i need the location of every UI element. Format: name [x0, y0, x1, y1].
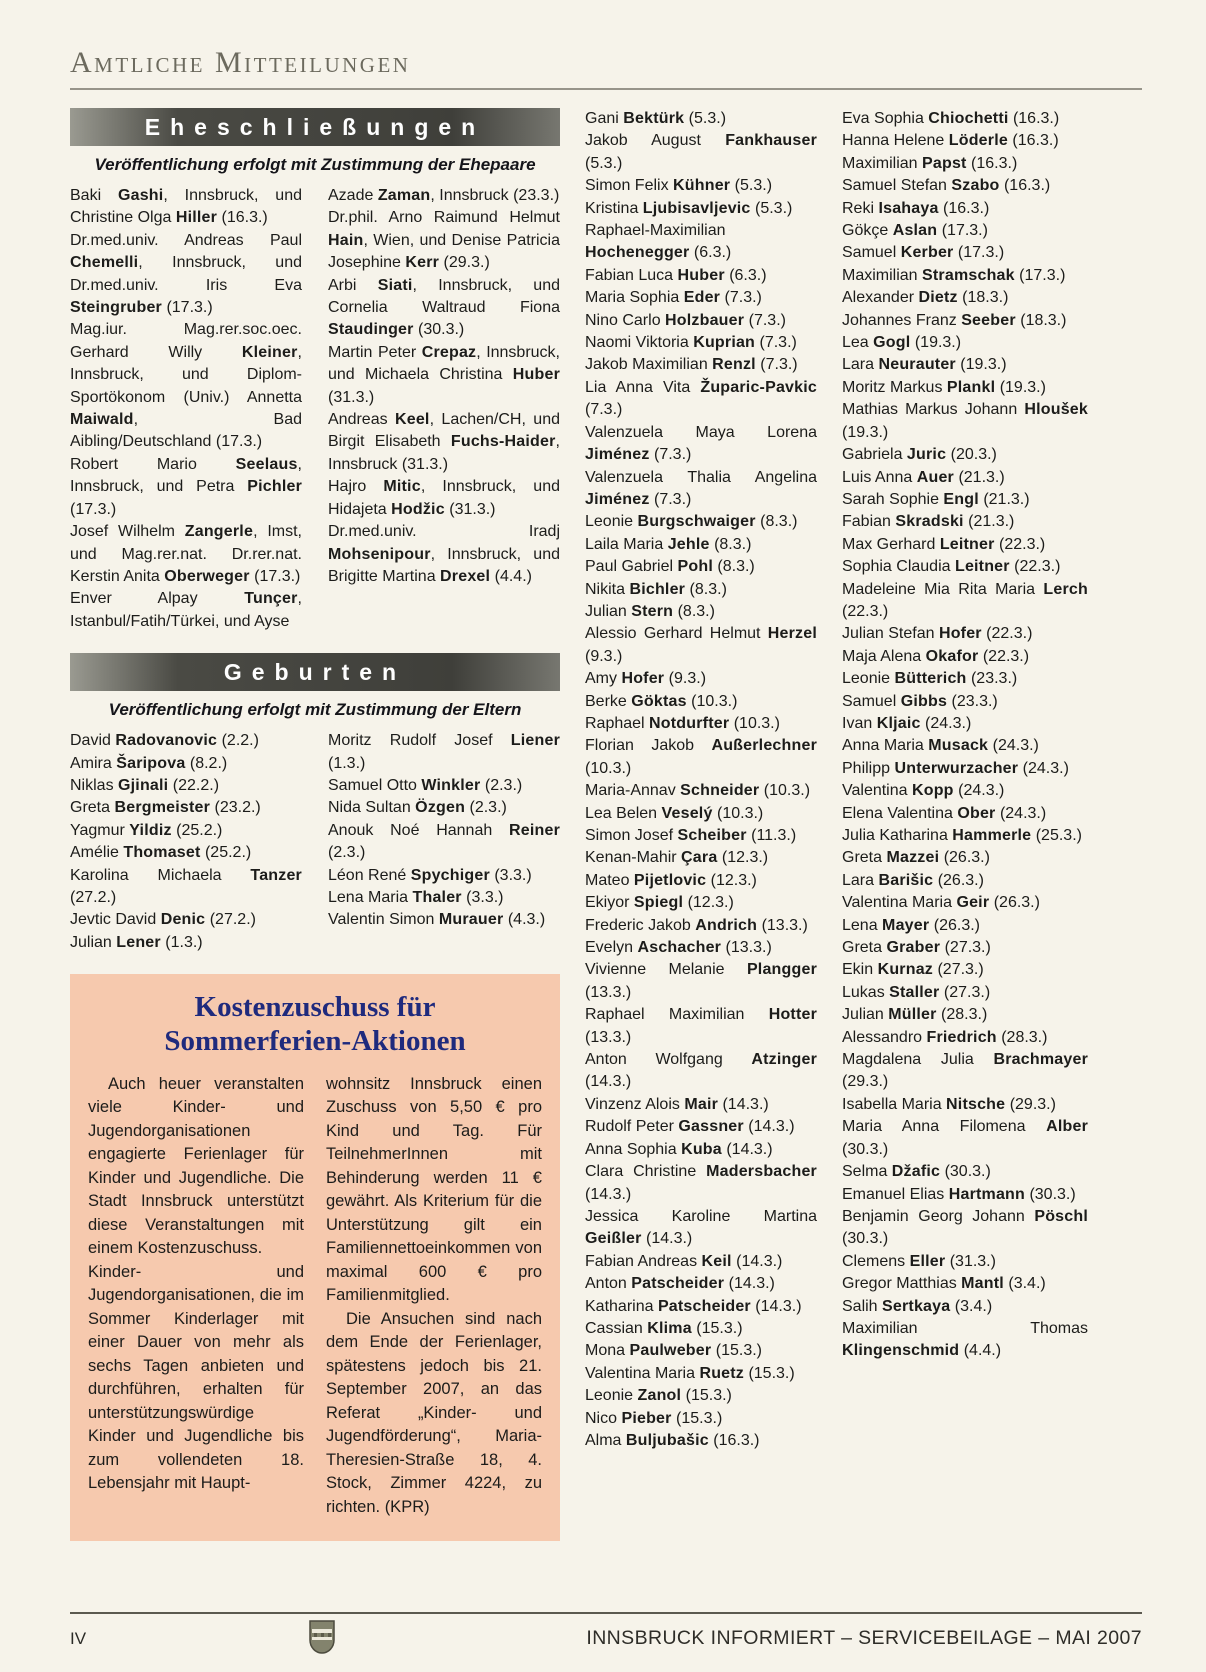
page-footer [70, 1612, 1142, 1650]
birth-entry: Salih Sertkaya (3.4.) [842, 1297, 993, 1315]
birth-entry: Lia Anna Vita Župaric-Pavkic (7.3.) [585, 378, 817, 419]
birth-entry: Alexander Dietz (18.3.) [842, 289, 1009, 307]
page-content [70, 108, 1142, 1541]
birth-entry: Greta Graber (27.3.) [842, 939, 991, 957]
birth-entry: Maximilian Papst (16.3.) [842, 154, 1018, 172]
masthead [70, 0, 1142, 90]
marriage-entry: Dr.med.univ. Iradj Mohsenipour, Innsbruck, und Brigitte Martina Drexel (4.4.) [328, 523, 560, 585]
births-col-4 [842, 108, 1088, 1541]
marriage-entry: Dr.phil. Arno Raimund Helmut Hain, Wien, und Denise Patricia Josephine Kerr (29.3.) [328, 209, 560, 272]
birth-entry: Amira Šaripova (8.2.) [70, 754, 228, 772]
birth-entry: Valentina Kopp (24.3.) [842, 782, 1005, 800]
births-section [70, 653, 560, 954]
marriage-entry: Andreas Keel, Lachen/CH, und Birgit Elisabeth Fuchs-Haider, Innsbruck (31.3.) [328, 411, 560, 473]
birth-entry: Samuel Otto Winkler (2.3.) [328, 776, 523, 794]
birth-entry: Lea Belen Veselý (10.3.) [585, 804, 764, 822]
birth-entry: Benjamin Georg Johann Pöschl (30.3.) [842, 1207, 1088, 1248]
birth-entry: Jessica Karoline Martina Geißler (14.3.) [585, 1207, 817, 1248]
birth-entry: Madeleine Mia Rita Maria Lerch (22.3.) [842, 580, 1088, 620]
birth-entry: Simon Felix Kühner (5.3.) [585, 177, 773, 195]
birth-entry: Samuel Stefan Szabo (16.3.) [842, 177, 1051, 195]
promo-paragraph: Kinder- und Jugendorganisationen, die im Sommer Kinderlager mit einer Dauer von mehr als sechs Tagen anbieten und durchführen, erhalten für unterstützungswürdige Kinder und Jugendliche bis zum vollendeten 18. Lebensjahr mit Haupt- [88, 1262, 304, 1493]
marriages-subtitle: Veröffentlichung erfolgt mit Zustimmung der Ehepaare [94, 155, 536, 174]
marriages-col-2 [328, 185, 560, 633]
birth-entry: Reki Isahaya (16.3.) [842, 199, 990, 217]
birth-entry: Karolina Michaela Tanzer (27.2.) [70, 866, 302, 906]
birth-entry: Ivan Kljaic (24.3.) [842, 714, 972, 732]
birth-entry: Anouk Noé Hannah Reiner (2.3.) [328, 821, 560, 862]
birth-entry: Luis Anna Auer (21.3.) [842, 468, 1005, 486]
birth-entry: Valenzuela Maya Lorena Jiménez (7.3.) [585, 423, 817, 464]
marriage-entry: Martin Peter Crepaz, Innsbruck, und Michaela Christina Huber (31.3.) [328, 343, 560, 406]
birth-entry: Niklas Gjinali (22.2.) [70, 776, 220, 794]
births-columns [70, 730, 560, 954]
marriage-entry: Azade Zaman, Innsbruck (23.3.) [328, 187, 560, 204]
birth-entry: Gregor Matthias Mantl (3.4.) [842, 1275, 1046, 1293]
promo-columns [88, 1073, 542, 1520]
birth-entry: Leonie Bütterich (23.3.) [842, 670, 1018, 688]
birth-entry: Anna Sophia Kuba (14.3.) [585, 1140, 773, 1158]
promo-paragraph: Auch heuer veranstalten viele Kinder- und Jugendorganisationen engagierte Ferienlager für Kinder und Jugendliche. Die Stadt Innsbruck unterstützt diese Veranstaltungen mit einem Kostenzuschuss. [88, 1074, 304, 1258]
birth-entry: Mona Paulweber (15.3.) [585, 1342, 762, 1360]
birth-entry: Clara Christine Madersbacher (14.3.) [585, 1163, 817, 1203]
birth-entry: Samuel Kerber (17.3.) [842, 244, 1005, 262]
birth-entry: Magdalena Julia Brachmayer (29.3.) [842, 1051, 1088, 1091]
birth-entry: Greta Mazzei (26.3.) [842, 849, 990, 867]
birth-entry: Lena Maria Thaler (3.3.) [328, 888, 504, 906]
birth-entry: Julian Stefan Hofer (22.3.) [842, 625, 1033, 643]
promo-paragraph: Die Ansuchen sind nach dem Ende der Ferienlager, spätestens jedoch bis 21. September 2007, an das Referat „Kinder- und Jugendförderung“, Maria-Theresien-Straße 18, 4. Stock, Zimmer 4224, zu richten. (KPR) [326, 1309, 542, 1516]
page-number: IV [70, 1628, 87, 1648]
marriages-col-1 [70, 185, 302, 633]
birth-entry: Greta Bergmeister (23.2.) [70, 799, 261, 817]
promo-title-line2: Sommerferien-Aktionen [164, 1025, 466, 1058]
birth-entry: Gabriela Juric (20.3.) [842, 446, 997, 464]
birth-entry: Anton Patscheider (14.3.) [585, 1275, 775, 1293]
birth-entry: Léon René Spychiger (3.3.) [328, 866, 532, 884]
birth-entry: Clemens Eller (31.3.) [842, 1252, 996, 1270]
birth-entry: Kenan-Mahir Çara (12.3.) [585, 849, 769, 867]
birth-entry: Anton Wolfgang Atzinger (14.3.) [585, 1051, 817, 1091]
birth-entry: Maximilian Stramschak (17.3.) [842, 266, 1066, 284]
marriage-entry: Baki Gashi, Innsbruck, und Christine Olga Hiller (16.3.) [70, 187, 303, 227]
birth-entry: Jakob August Fankhauser (5.3.) [585, 132, 817, 172]
birth-entry: Samuel Gibbs (23.3.) [842, 692, 998, 710]
birth-entry: Amy Hofer (9.3.) [585, 670, 707, 688]
birth-entry: David Radovanovic (2.2.) [70, 732, 259, 750]
births-section-title: Geburten [70, 653, 560, 691]
birth-entry: Cassian Klima (15.3.) [585, 1319, 743, 1337]
birth-entry: Naomi Viktoria Kuprian (7.3.) [585, 334, 797, 352]
birth-entry: Maria Anna Filomena Alber (30.3.) [842, 1118, 1088, 1158]
birth-entry: Maja Alena Okafor (22.3.) [842, 647, 1030, 665]
birth-entry: Paul Gabriel Pohl (8.3.) [585, 558, 755, 576]
birth-entry: Mathias Markus Johann Hloušek (19.3.) [842, 401, 1088, 441]
birth-entry: Amélie Thomaset (25.2.) [70, 844, 252, 862]
promo-box [70, 974, 560, 1541]
birth-entry: Nico Pieber (15.3.) [585, 1409, 723, 1427]
birth-entry: Maria-Annav Schneider (10.3.) [585, 782, 811, 800]
birth-entry: Ekiyor Spiegl (12.3.) [585, 894, 734, 912]
births-col-2 [328, 730, 560, 954]
marriages-columns [70, 185, 560, 633]
births-col-3 [585, 108, 817, 1541]
marriage-entry: Robert Mario Seelaus, Innsbruck, und Petra Pichler (17.3.) [70, 455, 302, 518]
birth-entry: Eva Sophia Chiochetti (16.3.) [842, 110, 1060, 127]
birth-entry: Lara Barišic (26.3.) [842, 871, 984, 889]
birth-entry: Leonie Zanol (15.3.) [585, 1387, 732, 1405]
birth-entry: Alessio Gerhard Helmut Herzel (9.3.) [585, 625, 817, 665]
marriages-section [70, 108, 560, 633]
birth-entry: Simon Josef Scheiber (11.3.) [585, 827, 797, 844]
marriage-entry: Enver Alpay Tunçer, Istanbul/Fatih/Türkei, und Ayse [70, 590, 302, 630]
birth-entry: Kristina Ljubisavljevic (5.3.) [585, 199, 793, 217]
birth-entry: Moritz Markus Plankl (19.3.) [842, 378, 1046, 396]
left-block [70, 108, 560, 1541]
birth-entry: Nida Sultan Özgen (2.3.) [328, 799, 507, 817]
birth-entry: Florian Jakob Außerlechner (10.3.) [585, 737, 817, 777]
birth-entry: Julian Stern (8.3.) [585, 602, 715, 620]
birth-entry: Nino Carlo Holzbauer (7.3.) [585, 311, 786, 329]
birth-entry: Vinzenz Alois Mair (14.3.) [585, 1095, 769, 1113]
birth-entry: Ekin Kurnaz (27.3.) [842, 961, 984, 979]
marriages-section-title: Eheschließungen [70, 108, 560, 146]
birth-entry: Vivienne Melanie Plangger (13.3.) [585, 961, 817, 1001]
marriage-entry: Dr.med.univ. Andreas Paul Chemelli, Innsbruck, und Dr.med.univ. Iris Eva Steingruber (17.3.) [70, 231, 302, 317]
birth-entry: Valentina Maria Ruetz (15.3.) [585, 1364, 795, 1382]
birth-entry: Laila Maria Jehle (8.3.) [585, 535, 752, 553]
innsbruck-crest-icon [308, 1620, 336, 1659]
birth-entry: Julian Müller (28.3.) [842, 1006, 988, 1024]
birth-entry: Gökçe Aslan (17.3.) [842, 222, 988, 240]
promo-paragraph: wohnsitz Innsbruck einen Zuschuss von 5,50 € pro Kind und Tag. Für TeilnehmerInnen mit Behinderung werden 11 € gewährt. Als Kriterium für die Unterstützung gilt ein Familiennettoeinkommen von maximal 600 € pro Familienmitglied. [326, 1074, 542, 1305]
promo-title-line1: Kostenzuschuss für [194, 991, 436, 1024]
birth-entry: Sophia Claudia Leitner (22.3.) [842, 558, 1061, 576]
birth-entry: Alma Buljubašic (16.3.) [585, 1431, 760, 1449]
birth-entry: Julia Katharina Hammerle (25.3.) [842, 827, 1082, 844]
birth-entry: Moritz Rudolf Josef Liener (1.3.) [328, 732, 560, 772]
birth-entry: Nikita Bichler (8.3.) [585, 580, 727, 598]
birth-entry: Raphael-Maximilian Hochenegger (6.3.) [585, 222, 732, 262]
birth-entry: Yagmur Yildiz (25.2.) [70, 821, 223, 839]
birth-entry: Valentin Simon Murauer (4.3.) [328, 911, 546, 929]
birth-entry: Lena Mayer (26.3.) [842, 916, 980, 934]
birth-entry: Valenzuela Thalia Angelina Jiménez (7.3.) [585, 468, 817, 508]
footer-title: INNSBRUCK INFORMIERT – SERVICEBEILAGE – MAI 2007 [586, 1627, 1142, 1649]
promo-col-1 [88, 1073, 304, 1520]
birth-entry: Raphael Maximilian Hotter (13.3.) [585, 1006, 817, 1046]
birth-entry: Emanuel Elias Hartmann (30.3.) [842, 1185, 1076, 1203]
promo-col-2 [326, 1073, 542, 1520]
birth-entry: Evelyn Aschacher (13.3.) [585, 939, 772, 957]
birth-entry: Max Gerhard Leitner (22.3.) [842, 535, 1046, 553]
birth-entry: Elena Valentina Ober (24.3.) [842, 804, 1047, 822]
marriage-entry: Mag.iur. Mag.rer.soc.oec. Gerhard Willy Kleiner, Innsbruck, und Diplom-Sportökonom (Univ.) Annetta Maiwald, Bad Aibling/Deutschland (17.3.) [70, 321, 302, 451]
birth-entry: Isabella Maria Nitsche (29.3.) [842, 1095, 1056, 1113]
birth-entry: Hanna Helene Löderle (16.3.) [842, 132, 1059, 150]
birth-entry: Lukas Staller (27.3.) [842, 983, 991, 1001]
marriage-entry: Hajro Mitic, Innsbruck, und Hidajeta Hodžic (31.3.) [328, 478, 560, 518]
births-subtitle: Veröffentlichung erfolgt mit Zustimmung der Eltern [108, 700, 522, 720]
birth-entry: Berke Göktas (10.3.) [585, 692, 738, 710]
birth-entry: Fabian Luca Huber (6.3.) [585, 266, 767, 284]
birth-entry: Rudolf Peter Gassner (14.3.) [585, 1118, 795, 1136]
birth-entry: Mateo Pijetlovic (12.3.) [585, 871, 757, 889]
birth-entry: Fabian Skradski (21.3.) [842, 513, 1015, 531]
birth-entry: Anna Maria Musack (24.3.) [842, 737, 1039, 755]
birth-entry: Valentina Maria Geir (26.3.) [842, 894, 1040, 912]
marriage-entry: Arbi Siati, Innsbruck, und Cornelia Waltraud Fiona Staudinger (30.3.) [328, 276, 560, 339]
birth-entry: Gani Bektürk (5.3.) [585, 110, 727, 127]
birth-entry: Katharina Patscheider (14.3.) [585, 1297, 802, 1315]
birth-entry: Julian Lener (1.3.) [70, 933, 203, 951]
birth-entry: Lea Gogl (19.3.) [842, 334, 962, 352]
birth-entry: Frederic Jakob Andrich (13.3.) [585, 916, 808, 934]
birth-entry: Maria Sophia Eder (7.3.) [585, 289, 762, 307]
birth-entry: Lara Neurauter (19.3.) [842, 356, 1007, 374]
birth-entry: Sarah Sophie Engl (21.3.) [842, 490, 1030, 508]
page-title: Amtliche Mitteilungen [70, 46, 411, 79]
birth-entry: Johannes Franz Seeber (18.3.) [842, 311, 1067, 329]
birth-entry: Jevtic David Denic (27.2.) [70, 911, 256, 929]
birth-entry: Selma Džafic (30.3.) [842, 1163, 991, 1181]
birth-entry: Alessandro Friedrich (28.3.) [842, 1028, 1048, 1046]
births-col-1 [70, 730, 302, 954]
birth-entry: Fabian Andreas Keil (14.3.) [585, 1252, 783, 1270]
birth-entry: Raphael Notdurfter (10.3.) [585, 714, 780, 732]
birth-entry: Leonie Burgschwaiger (8.3.) [585, 513, 798, 531]
birth-entry: Philipp Unterwurzacher (24.3.) [842, 759, 1069, 777]
marriage-entry: Josef Wilhelm Zangerle, Imst, und Mag.rer.nat. Dr.rer.nat. Kerstin Anita Oberweger (17.3.) [70, 523, 302, 585]
birth-entry: Jakob Maximilian Renzl (7.3.) [585, 356, 798, 374]
birth-entry: Maximilian Thomas Klingenschmid (4.4.) [842, 1319, 1088, 1360]
promo-title [88, 990, 542, 1058]
